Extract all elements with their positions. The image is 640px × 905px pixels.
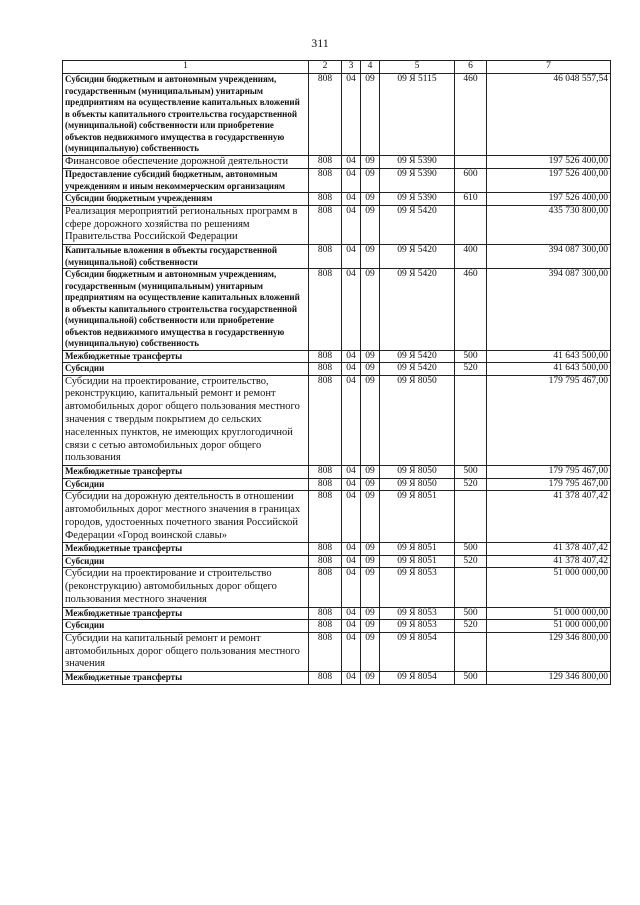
cell-amount: 51 000 000,00 <box>487 620 611 633</box>
cell-target-article: 09 Я 8050 <box>380 478 455 491</box>
row-name: Субсидии на проектирование, строительство, реконструкцию, капитальный ремонт и ремонт автомобильных дорог общего пользования местного значения с твердым покрытием до сельских населенных пунктов, не имеющих круглогодичной связи с сетью автомобильных дорог общего пользования <box>63 375 309 466</box>
cell-ministry: 808 <box>309 568 342 607</box>
column-header: 2 <box>309 61 342 74</box>
table-row <box>63 363 611 376</box>
cell-expense-type: 520 <box>455 555 487 568</box>
cell-ministry: 808 <box>309 491 342 543</box>
cell-amount: 41 378 407,42 <box>487 543 611 556</box>
table-row <box>63 155 611 169</box>
cell-subsection: 09 <box>361 607 380 620</box>
cell-amount: 51 000 000,00 <box>487 607 611 620</box>
row-name: Реализация мероприятий региональных программ в сфере дорожного хозяйства по решениям Правительства Российской Федерации <box>63 205 309 244</box>
row-name: Субсидии <box>63 478 309 491</box>
cell-amount: 129 346 800,00 <box>487 672 611 685</box>
cell-subsection: 09 <box>361 568 380 607</box>
cell-ministry: 808 <box>309 607 342 620</box>
cell-expense-type: 400 <box>455 245 487 269</box>
cell-ministry: 808 <box>309 375 342 466</box>
cell-subsection: 09 <box>361 193 380 206</box>
budget-table <box>62 60 611 685</box>
row-name: Субсидии на дорожную деятельность в отношении автомобильных дорог местного значения в границах городов, удостоенных почетного звания Российской Федерации «Город воинской славы» <box>63 491 309 543</box>
table-row <box>63 205 611 244</box>
cell-expense-type: 520 <box>455 363 487 376</box>
cell-ministry: 808 <box>309 74 342 156</box>
row-name: Субсидии <box>63 363 309 376</box>
table-header <box>63 61 611 74</box>
row-name: Межбюджетные трансферты <box>63 466 309 479</box>
cell-subsection: 09 <box>361 375 380 466</box>
cell-subsection: 09 <box>361 205 380 244</box>
cell-expense-type: 500 <box>455 607 487 620</box>
cell-expense-type: 500 <box>455 350 487 363</box>
table-row <box>63 632 611 671</box>
row-name: Межбюджетные трансферты <box>63 672 309 685</box>
cell-amount: 129 346 800,00 <box>487 632 611 671</box>
cell-amount: 41 378 407,42 <box>487 491 611 543</box>
table-row <box>63 672 611 685</box>
cell-target-article: 09 Я 5390 <box>380 193 455 206</box>
cell-section: 04 <box>342 466 361 479</box>
cell-amount: 394 087 300,00 <box>487 269 611 351</box>
cell-section: 04 <box>342 269 361 351</box>
cell-ministry: 808 <box>309 155 342 169</box>
row-name: Субсидии <box>63 620 309 633</box>
cell-target-article: 09 Я 5115 <box>380 74 455 156</box>
cell-amount: 41 643 500,00 <box>487 350 611 363</box>
row-name: Межбюджетные трансферты <box>63 607 309 620</box>
cell-expense-type: 460 <box>455 269 487 351</box>
cell-section: 04 <box>342 555 361 568</box>
cell-subsection: 09 <box>361 245 380 269</box>
cell-ministry: 808 <box>309 620 342 633</box>
cell-expense-type <box>455 568 487 607</box>
cell-expense-type <box>455 491 487 543</box>
cell-amount: 179 795 467,00 <box>487 478 611 491</box>
cell-section: 04 <box>342 74 361 156</box>
cell-amount: 435 730 800,00 <box>487 205 611 244</box>
cell-subsection: 09 <box>361 363 380 376</box>
cell-expense-type <box>455 155 487 169</box>
column-header: 5 <box>380 61 455 74</box>
column-header: 6 <box>455 61 487 74</box>
cell-section: 04 <box>342 672 361 685</box>
cell-target-article: 09 Я 5390 <box>380 155 455 169</box>
cell-expense-type <box>455 375 487 466</box>
row-name: Субсидии на капитальный ремонт и ремонт автомобильных дорог общего пользования местного значения <box>63 632 309 671</box>
table-row <box>63 169 611 193</box>
table-row <box>63 607 611 620</box>
cell-expense-type: 500 <box>455 672 487 685</box>
table-row <box>63 245 611 269</box>
column-header: 3 <box>342 61 361 74</box>
cell-ministry: 808 <box>309 245 342 269</box>
table-row <box>63 555 611 568</box>
cell-ministry: 808 <box>309 169 342 193</box>
cell-section: 04 <box>342 375 361 466</box>
cell-subsection: 09 <box>361 269 380 351</box>
cell-amount: 197 526 400,00 <box>487 193 611 206</box>
row-name: Субсидии <box>63 555 309 568</box>
cell-ministry: 808 <box>309 193 342 206</box>
table-row <box>63 478 611 491</box>
cell-subsection: 09 <box>361 555 380 568</box>
cell-section: 04 <box>342 632 361 671</box>
page-number: 311 <box>311 36 329 50</box>
row-name: Капитальные вложения в объекты государственной (муниципальной) собственности <box>63 245 309 269</box>
cell-amount: 41 378 407,42 <box>487 555 611 568</box>
cell-target-article: 09 Я 5420 <box>380 350 455 363</box>
cell-ministry: 808 <box>309 672 342 685</box>
cell-ministry: 808 <box>309 205 342 244</box>
cell-amount: 46 048 557,54 <box>487 74 611 156</box>
cell-section: 04 <box>342 155 361 169</box>
cell-expense-type: 460 <box>455 74 487 156</box>
column-header: 4 <box>361 61 380 74</box>
row-name: Субсидии бюджетным и автономным учреждениям, государственным (муниципальным) унитарным предприятиям на осуществление капитальных вложений в объекты капитального строительства государственной (муниципальной) собственности или приобретение объектов недвижимого имущества в государственную (муниципальную) собственность <box>63 74 309 156</box>
cell-section: 04 <box>342 543 361 556</box>
cell-ministry: 808 <box>309 466 342 479</box>
cell-target-article: 09 Я 8053 <box>380 607 455 620</box>
cell-expense-type: 600 <box>455 169 487 193</box>
cell-target-article: 09 Я 5420 <box>380 245 455 269</box>
cell-section: 04 <box>342 205 361 244</box>
cell-expense-type <box>455 205 487 244</box>
cell-subsection: 09 <box>361 155 380 169</box>
table-row <box>63 350 611 363</box>
cell-subsection: 09 <box>361 543 380 556</box>
cell-subsection: 09 <box>361 466 380 479</box>
cell-amount: 179 795 467,00 <box>487 466 611 479</box>
cell-subsection: 09 <box>361 632 380 671</box>
cell-expense-type: 610 <box>455 193 487 206</box>
cell-section: 04 <box>342 193 361 206</box>
cell-target-article: 09 Я 8050 <box>380 375 455 466</box>
cell-expense-type: 500 <box>455 543 487 556</box>
cell-amount: 179 795 467,00 <box>487 375 611 466</box>
table-row <box>63 74 611 156</box>
cell-subsection: 09 <box>361 672 380 685</box>
cell-section: 04 <box>342 607 361 620</box>
table-row <box>63 466 611 479</box>
cell-section: 04 <box>342 350 361 363</box>
row-name: Субсидии бюджетным учреждениям <box>63 193 309 206</box>
row-name: Финансовое обеспечение дорожной деятельности <box>63 155 309 169</box>
cell-subsection: 09 <box>361 491 380 543</box>
cell-section: 04 <box>342 491 361 543</box>
cell-amount: 41 643 500,00 <box>487 363 611 376</box>
row-name: Субсидии бюджетным и автономным учреждениям, государственным (муниципальным) унитарным предприятиям на осуществление капитальных вложений в объекты капитального строительства государственной (муниципальной) собственности или приобретение объектов недвижимого имущества в государственную (муниципальную) собственность <box>63 269 309 351</box>
header-row <box>63 61 611 74</box>
cell-target-article: 09 Я 8051 <box>380 491 455 543</box>
cell-amount: 197 526 400,00 <box>487 155 611 169</box>
table-row <box>63 491 611 543</box>
cell-section: 04 <box>342 620 361 633</box>
cell-target-article: 09 Я 8051 <box>380 555 455 568</box>
cell-expense-type: 500 <box>455 466 487 479</box>
cell-target-article: 09 Я 5420 <box>380 269 455 351</box>
cell-subsection: 09 <box>361 620 380 633</box>
cell-target-article: 09 Я 8054 <box>380 672 455 685</box>
row-name: Предоставление субсидий бюджетным, автономным учреждениям и иным некоммерческим организациям <box>63 169 309 193</box>
cell-ministry: 808 <box>309 350 342 363</box>
cell-target-article: 09 Я 8050 <box>380 466 455 479</box>
cell-target-article: 09 Я 8053 <box>380 568 455 607</box>
cell-subsection: 09 <box>361 478 380 491</box>
cell-ministry: 808 <box>309 269 342 351</box>
row-name: Межбюджетные трансферты <box>63 350 309 363</box>
row-name: Субсидии на проектирование и строительство (реконструкцию) автомобильных дорог общего пользования местного значения <box>63 568 309 607</box>
cell-subsection: 09 <box>361 169 380 193</box>
table-row <box>63 568 611 607</box>
cell-section: 04 <box>342 169 361 193</box>
table-row <box>63 269 611 351</box>
cell-expense-type <box>455 632 487 671</box>
table-row <box>63 375 611 466</box>
table-body <box>63 74 611 685</box>
cell-target-article: 09 Я 8053 <box>380 620 455 633</box>
cell-target-article: 09 Я 5420 <box>380 205 455 244</box>
cell-target-article: 09 Я 5420 <box>380 363 455 376</box>
column-header: 1 <box>63 61 309 74</box>
table-row <box>63 620 611 633</box>
cell-expense-type: 520 <box>455 620 487 633</box>
cell-subsection: 09 <box>361 74 380 156</box>
cell-ministry: 808 <box>309 632 342 671</box>
cell-section: 04 <box>342 478 361 491</box>
cell-subsection: 09 <box>361 350 380 363</box>
cell-target-article: 09 Я 5390 <box>380 169 455 193</box>
table-row <box>63 193 611 206</box>
cell-amount: 51 000 000,00 <box>487 568 611 607</box>
cell-ministry: 808 <box>309 363 342 376</box>
cell-expense-type: 520 <box>455 478 487 491</box>
cell-amount: 394 087 300,00 <box>487 245 611 269</box>
row-name: Межбюджетные трансферты <box>63 543 309 556</box>
cell-ministry: 808 <box>309 478 342 491</box>
column-header: 7 <box>487 61 611 74</box>
cell-section: 04 <box>342 245 361 269</box>
cell-section: 04 <box>342 363 361 376</box>
cell-target-article: 09 Я 8054 <box>380 632 455 671</box>
cell-amount: 197 526 400,00 <box>487 169 611 193</box>
cell-ministry: 808 <box>309 543 342 556</box>
cell-target-article: 09 Я 8051 <box>380 543 455 556</box>
cell-section: 04 <box>342 568 361 607</box>
table-row <box>63 543 611 556</box>
cell-ministry: 808 <box>309 555 342 568</box>
